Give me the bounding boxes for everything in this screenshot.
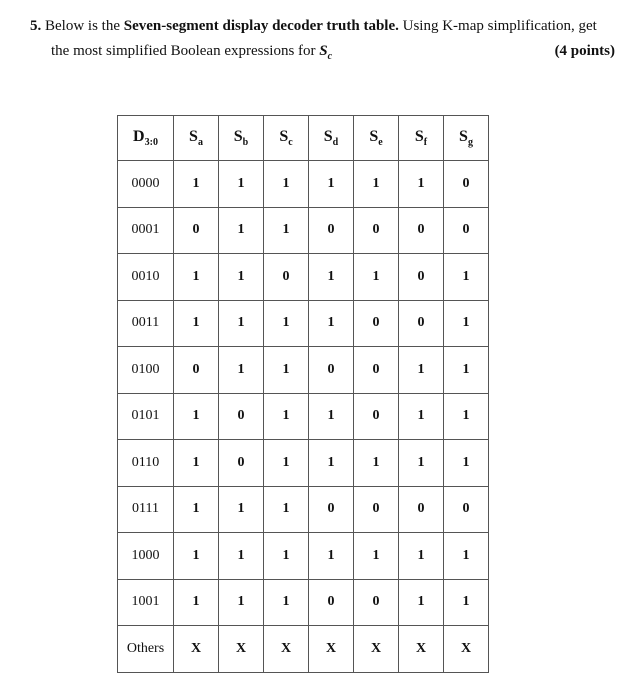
column-header-sub: 3:0 xyxy=(144,137,158,149)
column-header-sc xyxy=(264,116,309,161)
output-cell: 1 xyxy=(354,161,399,208)
input-cell: 1000 xyxy=(118,533,174,580)
target-symbol xyxy=(319,43,333,62)
output-cell: X xyxy=(174,626,219,673)
table-row xyxy=(118,626,489,673)
input-cell: 0010 xyxy=(118,254,174,301)
output-cell: X xyxy=(399,626,444,673)
output-cell: 1 xyxy=(264,533,309,580)
output-cell: 0 xyxy=(354,393,399,440)
table-row xyxy=(118,347,489,394)
output-cell: 1 xyxy=(174,486,219,533)
output-cell: 1 xyxy=(444,347,489,394)
question-line-2-text: the most simplified Boolean expressions for xyxy=(51,43,320,59)
output-cell: 0 xyxy=(399,207,444,254)
output-cell: 0 xyxy=(354,347,399,394)
column-header-base: S xyxy=(459,127,468,145)
output-cell: 0 xyxy=(219,440,264,487)
output-cell: 1 xyxy=(174,161,219,208)
table-row xyxy=(118,254,489,301)
input-cell: Others xyxy=(118,626,174,673)
output-cell: 1 xyxy=(309,533,354,580)
column-header-base: S xyxy=(189,127,198,145)
output-cell: 1 xyxy=(219,579,264,626)
truth-table xyxy=(117,115,489,673)
column-header-sb xyxy=(219,116,264,161)
target-symbol-base: S xyxy=(319,43,328,59)
output-cell: 0 xyxy=(444,161,489,208)
question-line-2 xyxy=(30,39,615,69)
output-cell: 1 xyxy=(264,300,309,347)
table-row xyxy=(118,161,489,208)
output-cell: 1 xyxy=(354,254,399,301)
output-cell: 0 xyxy=(354,579,399,626)
output-cell: 1 xyxy=(219,347,264,394)
output-cell: 0 xyxy=(354,486,399,533)
output-cell: 0 xyxy=(309,486,354,533)
column-header-d30 xyxy=(118,116,174,161)
output-cell: 1 xyxy=(219,254,264,301)
output-cell: 0 xyxy=(219,393,264,440)
column-header-sub: f xyxy=(423,137,428,149)
output-cell: 0 xyxy=(399,300,444,347)
output-cell: 1 xyxy=(264,393,309,440)
input-cell: 0000 xyxy=(118,161,174,208)
question-text xyxy=(30,14,615,69)
table-row xyxy=(118,533,489,580)
input-cell: 1001 xyxy=(118,579,174,626)
input-cell: 0110 xyxy=(118,440,174,487)
table-row xyxy=(118,393,489,440)
question-rest-line-1: Using K-map simplification, get xyxy=(398,18,597,34)
column-header-sub: c xyxy=(288,137,293,149)
output-cell: 1 xyxy=(174,533,219,580)
output-cell: 1 xyxy=(219,486,264,533)
output-cell: 1 xyxy=(264,347,309,394)
output-cell: 1 xyxy=(444,440,489,487)
column-header-sub: e xyxy=(378,137,383,149)
output-cell: 1 xyxy=(174,393,219,440)
table-body xyxy=(118,161,489,673)
input-cell: 0101 xyxy=(118,393,174,440)
output-cell: X xyxy=(354,626,399,673)
output-cell: X xyxy=(309,626,354,673)
output-cell: 1 xyxy=(219,161,264,208)
input-cell: 0011 xyxy=(118,300,174,347)
output-cell: 1 xyxy=(399,161,444,208)
output-cell: 1 xyxy=(264,440,309,487)
output-cell: 1 xyxy=(399,579,444,626)
column-header-base: S xyxy=(369,127,379,145)
output-cell: 0 xyxy=(264,254,309,301)
table-row xyxy=(118,579,489,626)
output-cell: 1 xyxy=(399,440,444,487)
output-cell: 1 xyxy=(219,533,264,580)
question-intro: Below is the xyxy=(41,18,124,34)
question-line-1 xyxy=(30,14,615,39)
output-cell: 1 xyxy=(309,300,354,347)
output-cell: 1 xyxy=(309,254,354,301)
table-row xyxy=(118,440,489,487)
output-cell: 1 xyxy=(399,393,444,440)
column-header-sub: b xyxy=(242,137,249,149)
table-row xyxy=(118,486,489,533)
output-cell: 0 xyxy=(399,254,444,301)
output-cell: 1 xyxy=(264,579,309,626)
output-cell: 0 xyxy=(174,347,219,394)
table-row xyxy=(118,207,489,254)
output-cell: X xyxy=(219,626,264,673)
input-cell: 0001 xyxy=(118,207,174,254)
output-cell: 1 xyxy=(309,440,354,487)
output-cell: 1 xyxy=(309,161,354,208)
output-cell: 1 xyxy=(264,161,309,208)
output-cell: 1 xyxy=(264,207,309,254)
column-header-base: S xyxy=(414,127,424,145)
output-cell: 0 xyxy=(444,207,489,254)
output-cell: 0 xyxy=(309,347,354,394)
column-header-sub: d xyxy=(332,137,339,149)
output-cell: 0 xyxy=(444,486,489,533)
output-cell: 1 xyxy=(444,579,489,626)
column-header-base: S xyxy=(279,127,289,145)
output-cell: 1 xyxy=(174,440,219,487)
output-cell: 1 xyxy=(354,533,399,580)
output-cell: 0 xyxy=(354,300,399,347)
column-header-sf xyxy=(399,116,444,161)
output-cell: 1 xyxy=(444,393,489,440)
table-row xyxy=(118,300,489,347)
output-cell: 0 xyxy=(399,486,444,533)
input-cell: 0100 xyxy=(118,347,174,394)
column-header-sub: a xyxy=(197,137,203,149)
output-cell: 1 xyxy=(219,300,264,347)
output-cell: 1 xyxy=(354,440,399,487)
output-cell: 0 xyxy=(309,207,354,254)
output-cell: 0 xyxy=(174,207,219,254)
question-number: 5. xyxy=(30,18,42,34)
output-cell: 1 xyxy=(444,300,489,347)
column-header-sa xyxy=(174,116,219,161)
table-header-row xyxy=(118,116,489,161)
output-cell: 1 xyxy=(399,347,444,394)
column-header-sd xyxy=(309,116,354,161)
column-header-base: S xyxy=(323,127,333,145)
output-cell: X xyxy=(264,626,309,673)
output-cell: 1 xyxy=(219,207,264,254)
input-cell: 0111 xyxy=(118,486,174,533)
output-cell: 1 xyxy=(174,254,219,301)
output-cell: 1 xyxy=(399,533,444,580)
column-header-se xyxy=(354,116,399,161)
output-cell: 1 xyxy=(264,486,309,533)
output-cell: 1 xyxy=(309,393,354,440)
points-label: (4 points) xyxy=(554,43,615,59)
output-cell: 1 xyxy=(444,254,489,301)
output-cell: 0 xyxy=(354,207,399,254)
column-header-sub: g xyxy=(467,137,473,149)
target-symbol-sub: c xyxy=(327,51,333,62)
column-header-base: S xyxy=(233,127,243,145)
column-header-base: D xyxy=(133,127,145,145)
output-cell: 1 xyxy=(444,533,489,580)
output-cell: 0 xyxy=(309,579,354,626)
output-cell: 1 xyxy=(174,579,219,626)
question-bold-title: Seven-segment display decoder truth table. xyxy=(123,18,399,34)
output-cell: X xyxy=(444,626,489,673)
output-cell: 1 xyxy=(174,300,219,347)
column-header-sg xyxy=(444,116,489,161)
